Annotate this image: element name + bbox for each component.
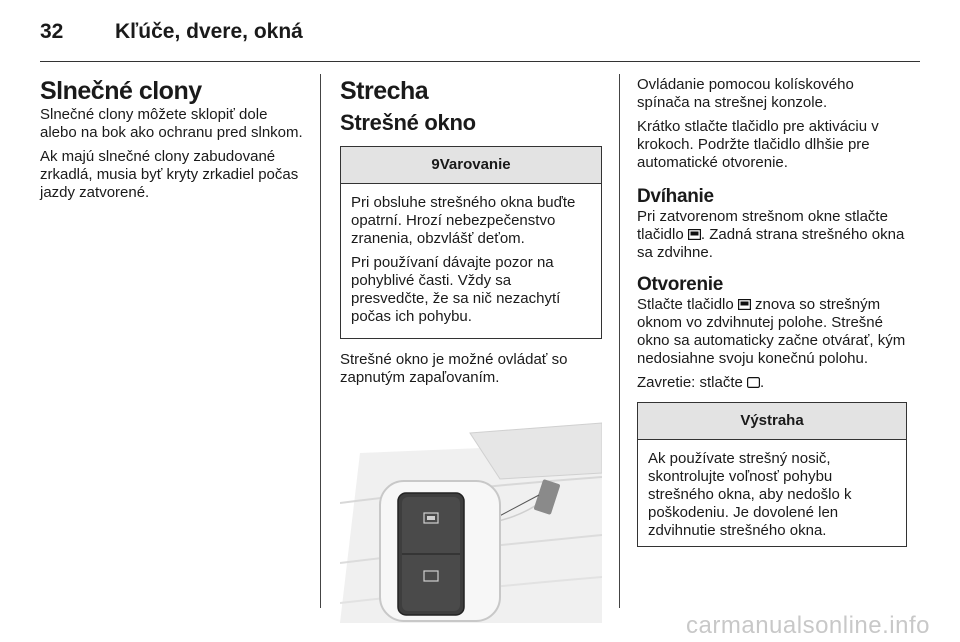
close-text-part-2: .: [760, 374, 765, 391]
column-sunroof-operation: [637, 76, 907, 547]
close-text-part-1: Zavretie: stlačte: [637, 374, 743, 391]
column-roof: [340, 76, 602, 628]
section-title-sun-visors: Slnečné clony: [40, 77, 202, 105]
sunroof-switch-illustration: [340, 413, 602, 623]
warning-triangle-icon: 9: [431, 156, 440, 173]
warning-box-header: [341, 147, 601, 184]
open-text-part-2: znova so strešným oknom vo zdvihnutej polohe. Strešné okno sa automaticky začne otvárať, kým nedosiahne svoju konečnú polohu.: [637, 296, 906, 367]
chapter-title: Kľúče, dvere, okná: [115, 20, 303, 43]
sunroof-ignition-note: Strešné okno je možné ovládať so zapnutým zapaľovaním.: [340, 351, 568, 386]
operation-paragraph-1: Ovládanie pomocou kolískového spínača na strešnej konzole.: [637, 76, 854, 111]
warning-paragraph-1: Pri obsluhe strešného okna buďte opatrní. Hrozí nebezpečenstvo zranenia, obzvlášť deťom.: [351, 194, 576, 247]
header-rule: [40, 61, 920, 62]
tilt-text-part-2: . Zadná strana strešného okna sa zdvihne.: [637, 226, 905, 261]
subsection-title-sunroof: Strešné okno: [340, 110, 476, 135]
tilt-button-icon: [688, 229, 701, 240]
notice-box-header: Výstraha: [638, 403, 906, 440]
tilt-text-part-1: Pri zatvorenom strešnom okne stlačte tlačidlo: [637, 208, 888, 243]
open-button-icon: [738, 299, 751, 310]
warning-title: Varovanie: [439, 156, 511, 173]
page-header: [40, 14, 920, 54]
close-paragraph: [637, 374, 907, 392]
column-sun-visors: [40, 76, 305, 208]
section-title-roof: Strecha: [340, 77, 429, 105]
close-button-icon: [747, 377, 760, 388]
open-text-part-1: Stlačte tlačidlo: [637, 296, 734, 313]
open-paragraph: [637, 296, 907, 368]
sun-visors-paragraph-2: Ak majú slnečné clony zabudované zrkadlá, musia byť kryty zrkadiel počas jazdy zatvorené.: [40, 148, 299, 201]
operation-paragraph-2: Krátko stlačte tlačidlo pre aktiváciu v krokoch. Podržte tlačidlo dlhšie pre automatické otvorenie.: [637, 118, 879, 171]
sun-visors-paragraph-1: Slnečné clony môžete sklopiť dole alebo na bok ako ochranu pred slnkom.: [40, 106, 303, 141]
notice-box: [637, 402, 907, 547]
tilt-paragraph: [637, 208, 907, 262]
notice-paragraph: Ak používate strešný nosič, skontrolujte voľnosť pohybu strešného okna, aby nedošlo k poškodeniu. Je dovolené len zdvihnutie strešného okna.: [648, 450, 852, 539]
column-divider-2: [619, 74, 620, 608]
subheading-tilt: Dvíhanie: [637, 186, 714, 207]
subheading-open: Otvorenie: [637, 274, 723, 295]
column-divider-1: [320, 74, 321, 608]
page-number: 32: [40, 20, 64, 43]
watermark: carmanualsonline.info: [686, 612, 930, 639]
warning-paragraph-2: Pri používaní dávajte pozor na pohyblivé časti. Vždy sa presvedčte, že sa nič nezachytí počas ich pohybu.: [351, 254, 561, 325]
warning-box: [340, 146, 602, 339]
